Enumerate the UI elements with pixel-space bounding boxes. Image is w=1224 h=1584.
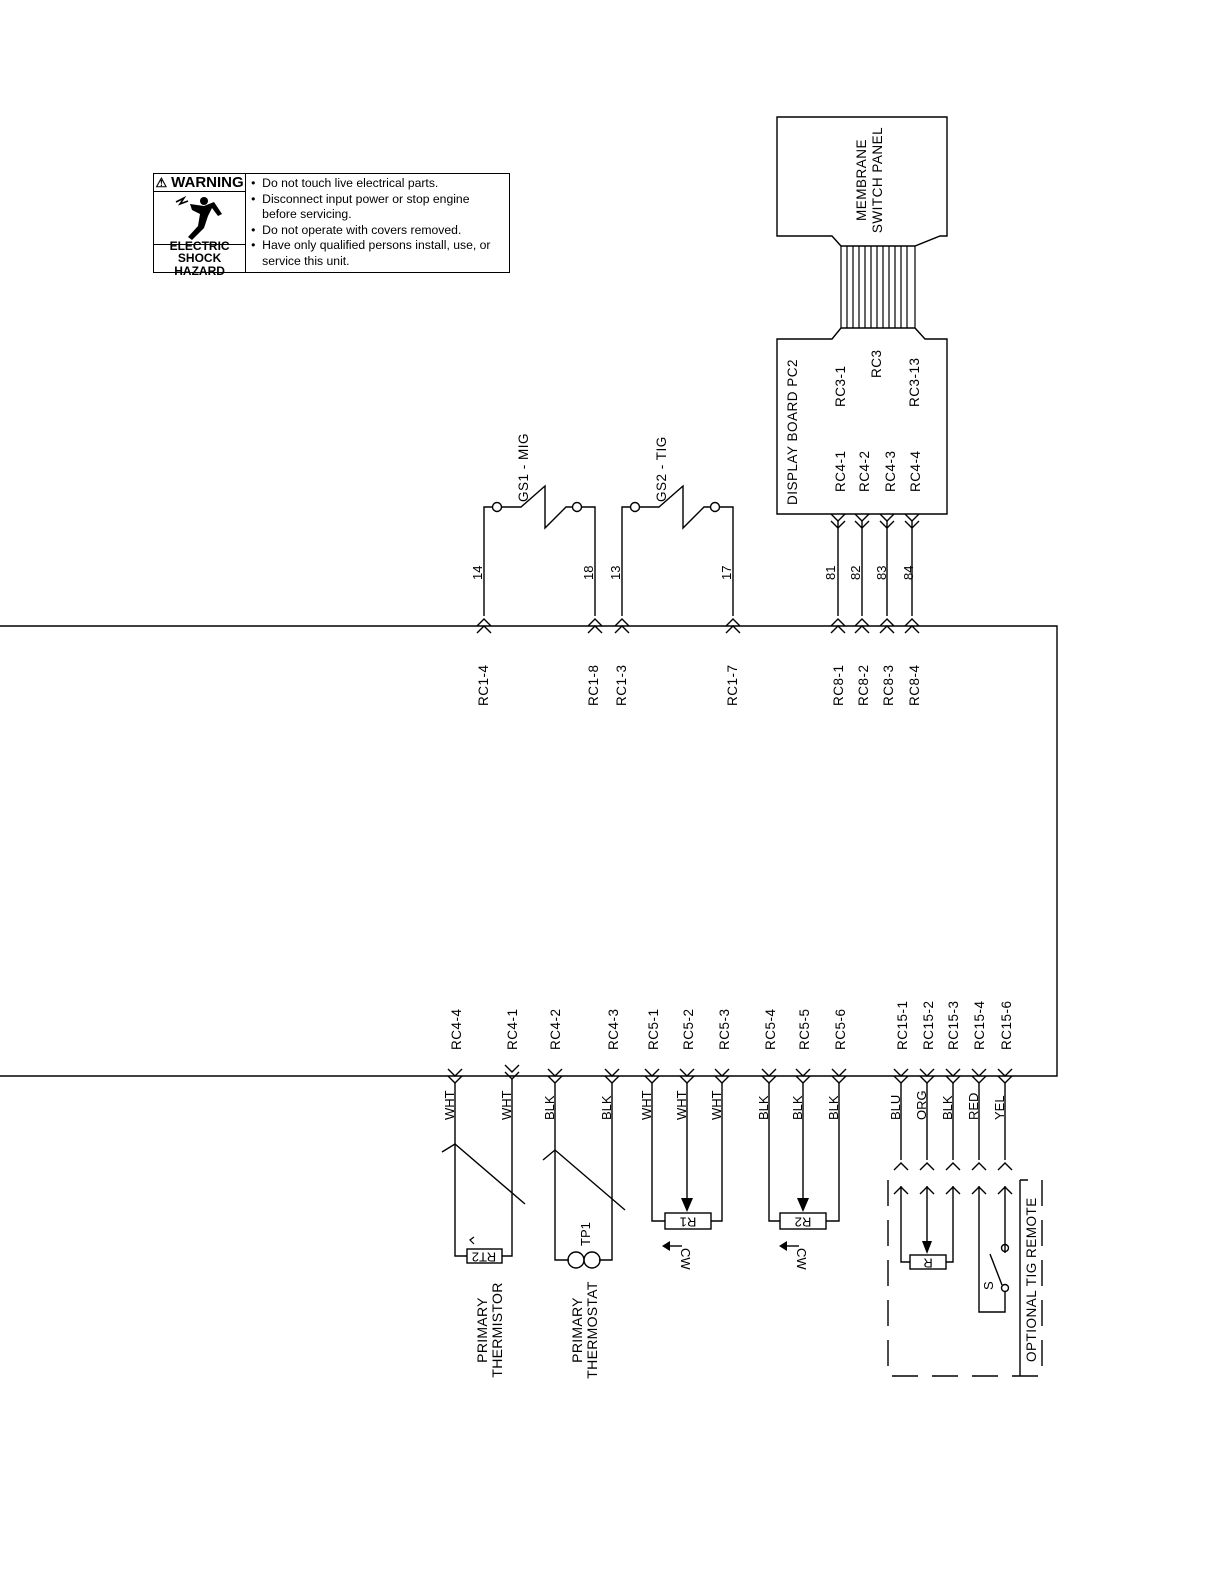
wire-number: 84 xyxy=(901,565,916,580)
primary-thermistor xyxy=(442,1079,525,1263)
connector-pin: RC15-2 xyxy=(921,1000,936,1050)
optional-tig-remote xyxy=(888,1083,1042,1376)
connector-pin: RC5-2 xyxy=(681,1008,696,1050)
connector-pin: RC5-6 xyxy=(833,1008,848,1050)
svg-text:MEMBRANE: MEMBRANE xyxy=(854,138,869,222)
ribbon-cable xyxy=(841,246,915,328)
connector-pin: RC15-1 xyxy=(895,1000,910,1050)
connector-pin: RC1-7 xyxy=(725,664,740,706)
wire-number: 14 xyxy=(470,565,485,580)
display-board-rc3-13: RC3-13 xyxy=(907,357,922,407)
connector-pin: RC15-4 xyxy=(972,1000,987,1050)
connector-pin: RC5-4 xyxy=(763,1008,778,1050)
thermistor-label xyxy=(474,1282,505,1377)
warning-item: • Disconnect input power or stop engine before servicing. xyxy=(250,192,506,223)
display-board-pin: RC4-3 xyxy=(883,450,898,492)
hazard-line-2: SHOCK HAZARD xyxy=(174,251,225,278)
svg-text:PRIMARY: PRIMARY xyxy=(569,1297,585,1363)
display-board-rc3: RC3 xyxy=(869,349,884,378)
r2-label: R2 xyxy=(794,1214,812,1230)
wire-color-label: BLK xyxy=(940,1095,955,1120)
cw-label: CW xyxy=(678,1248,693,1270)
svg-text:THERMOSTAT: THERMOSTAT xyxy=(584,1281,600,1379)
connector-pin: RC15-6 xyxy=(999,1000,1014,1050)
thermostat-label xyxy=(569,1281,600,1379)
gas-valve-label: GS1 - MIG xyxy=(516,432,531,502)
svg-text:SWITCH PANEL: SWITCH PANEL xyxy=(870,126,885,234)
wire-color-label: WHT xyxy=(709,1090,724,1120)
tp1-label: TP1 xyxy=(578,1222,593,1246)
connector-pin: RC8-3 xyxy=(881,664,896,706)
wire-color-label: BLK xyxy=(599,1095,614,1120)
display-board-rc3-1: RC3-1 xyxy=(833,365,848,407)
connector-pin: RC8-4 xyxy=(907,664,922,706)
wire-color-label: WHT xyxy=(442,1090,457,1120)
wire-color-label: ORG xyxy=(914,1090,929,1120)
wire-color-label: YEL xyxy=(992,1095,1007,1120)
wire-color-label: BLK xyxy=(790,1095,805,1120)
display-board-pin: RC4-2 xyxy=(857,450,872,492)
connector-pin: RC4-3 xyxy=(606,1008,621,1050)
wire-number: 18 xyxy=(581,565,596,580)
connector-pin: RC8-2 xyxy=(856,664,871,706)
wire-color-label: BLK xyxy=(826,1095,841,1120)
wire-number: 17 xyxy=(719,565,734,580)
warning-item: • Do not operate with covers removed. xyxy=(250,223,506,239)
gas-valve-gs1 xyxy=(477,486,602,633)
connector-pin: RC5-5 xyxy=(797,1008,812,1050)
warning-heading-text: WARNING xyxy=(171,174,244,191)
svg-text:PRIMARY: PRIMARY xyxy=(474,1297,490,1363)
connector-pin: RC5-3 xyxy=(717,1008,732,1050)
tig-remote-label: OPTIONAL TIG REMOTE xyxy=(1024,1197,1039,1362)
connector-pin: RC15-3 xyxy=(946,1000,961,1050)
rt2-label: RT2 xyxy=(471,1249,497,1265)
warning-item: • Do not touch live electrical parts. xyxy=(250,176,506,192)
wire-color-label: BLK xyxy=(756,1095,771,1120)
wire-number: 83 xyxy=(874,565,889,580)
connector-pin: RC1-4 xyxy=(476,664,491,706)
connector-pin: RC1-8 xyxy=(586,664,601,706)
warning-triangle-icon: ⚠ xyxy=(155,174,168,190)
wire-color-label: BLK xyxy=(542,1095,557,1120)
svg-text:THERMISTOR: THERMISTOR xyxy=(489,1282,505,1378)
wire-color-label: WHT xyxy=(674,1090,689,1120)
connector-pin: RC4-1 xyxy=(505,1008,520,1050)
display-board-pin: RC4-1 xyxy=(833,450,848,492)
display-board-pin: RC4-4 xyxy=(908,450,923,492)
wire-number: 82 xyxy=(848,565,863,580)
gas-valve-gs2 xyxy=(615,486,740,633)
warning-item: • Have only qualified persons install, use, or service this unit. xyxy=(250,238,506,269)
hazard-line-1: ELECTRIC xyxy=(169,238,230,253)
display-board-title: DISPLAY BOARD PC2 xyxy=(785,358,800,505)
r1-label: R1 xyxy=(679,1214,697,1230)
wire-color-label: RED xyxy=(966,1092,981,1120)
r-label: R xyxy=(923,1255,933,1271)
bottom-connector-chevrons xyxy=(448,1065,1012,1083)
cw-label: CW xyxy=(794,1248,809,1270)
wire-color-label: BLU xyxy=(888,1094,903,1120)
s-label: S xyxy=(981,1281,996,1290)
wire-color-label: WHT xyxy=(639,1090,654,1120)
wire-color-label: WHT xyxy=(499,1090,514,1120)
connector-pin: RC1-3 xyxy=(614,664,629,706)
wire-number: 81 xyxy=(823,565,838,580)
wire-number: 13 xyxy=(608,565,623,580)
connector-pin: RC4-4 xyxy=(449,1008,464,1050)
connector-pin: RC5-1 xyxy=(646,1008,661,1050)
gas-valve-label: GS2 - TIG xyxy=(654,436,669,502)
connector-pin: RC4-2 xyxy=(548,1008,563,1050)
membrane-panel-label xyxy=(854,127,885,233)
connector-pin: RC8-1 xyxy=(831,664,846,706)
